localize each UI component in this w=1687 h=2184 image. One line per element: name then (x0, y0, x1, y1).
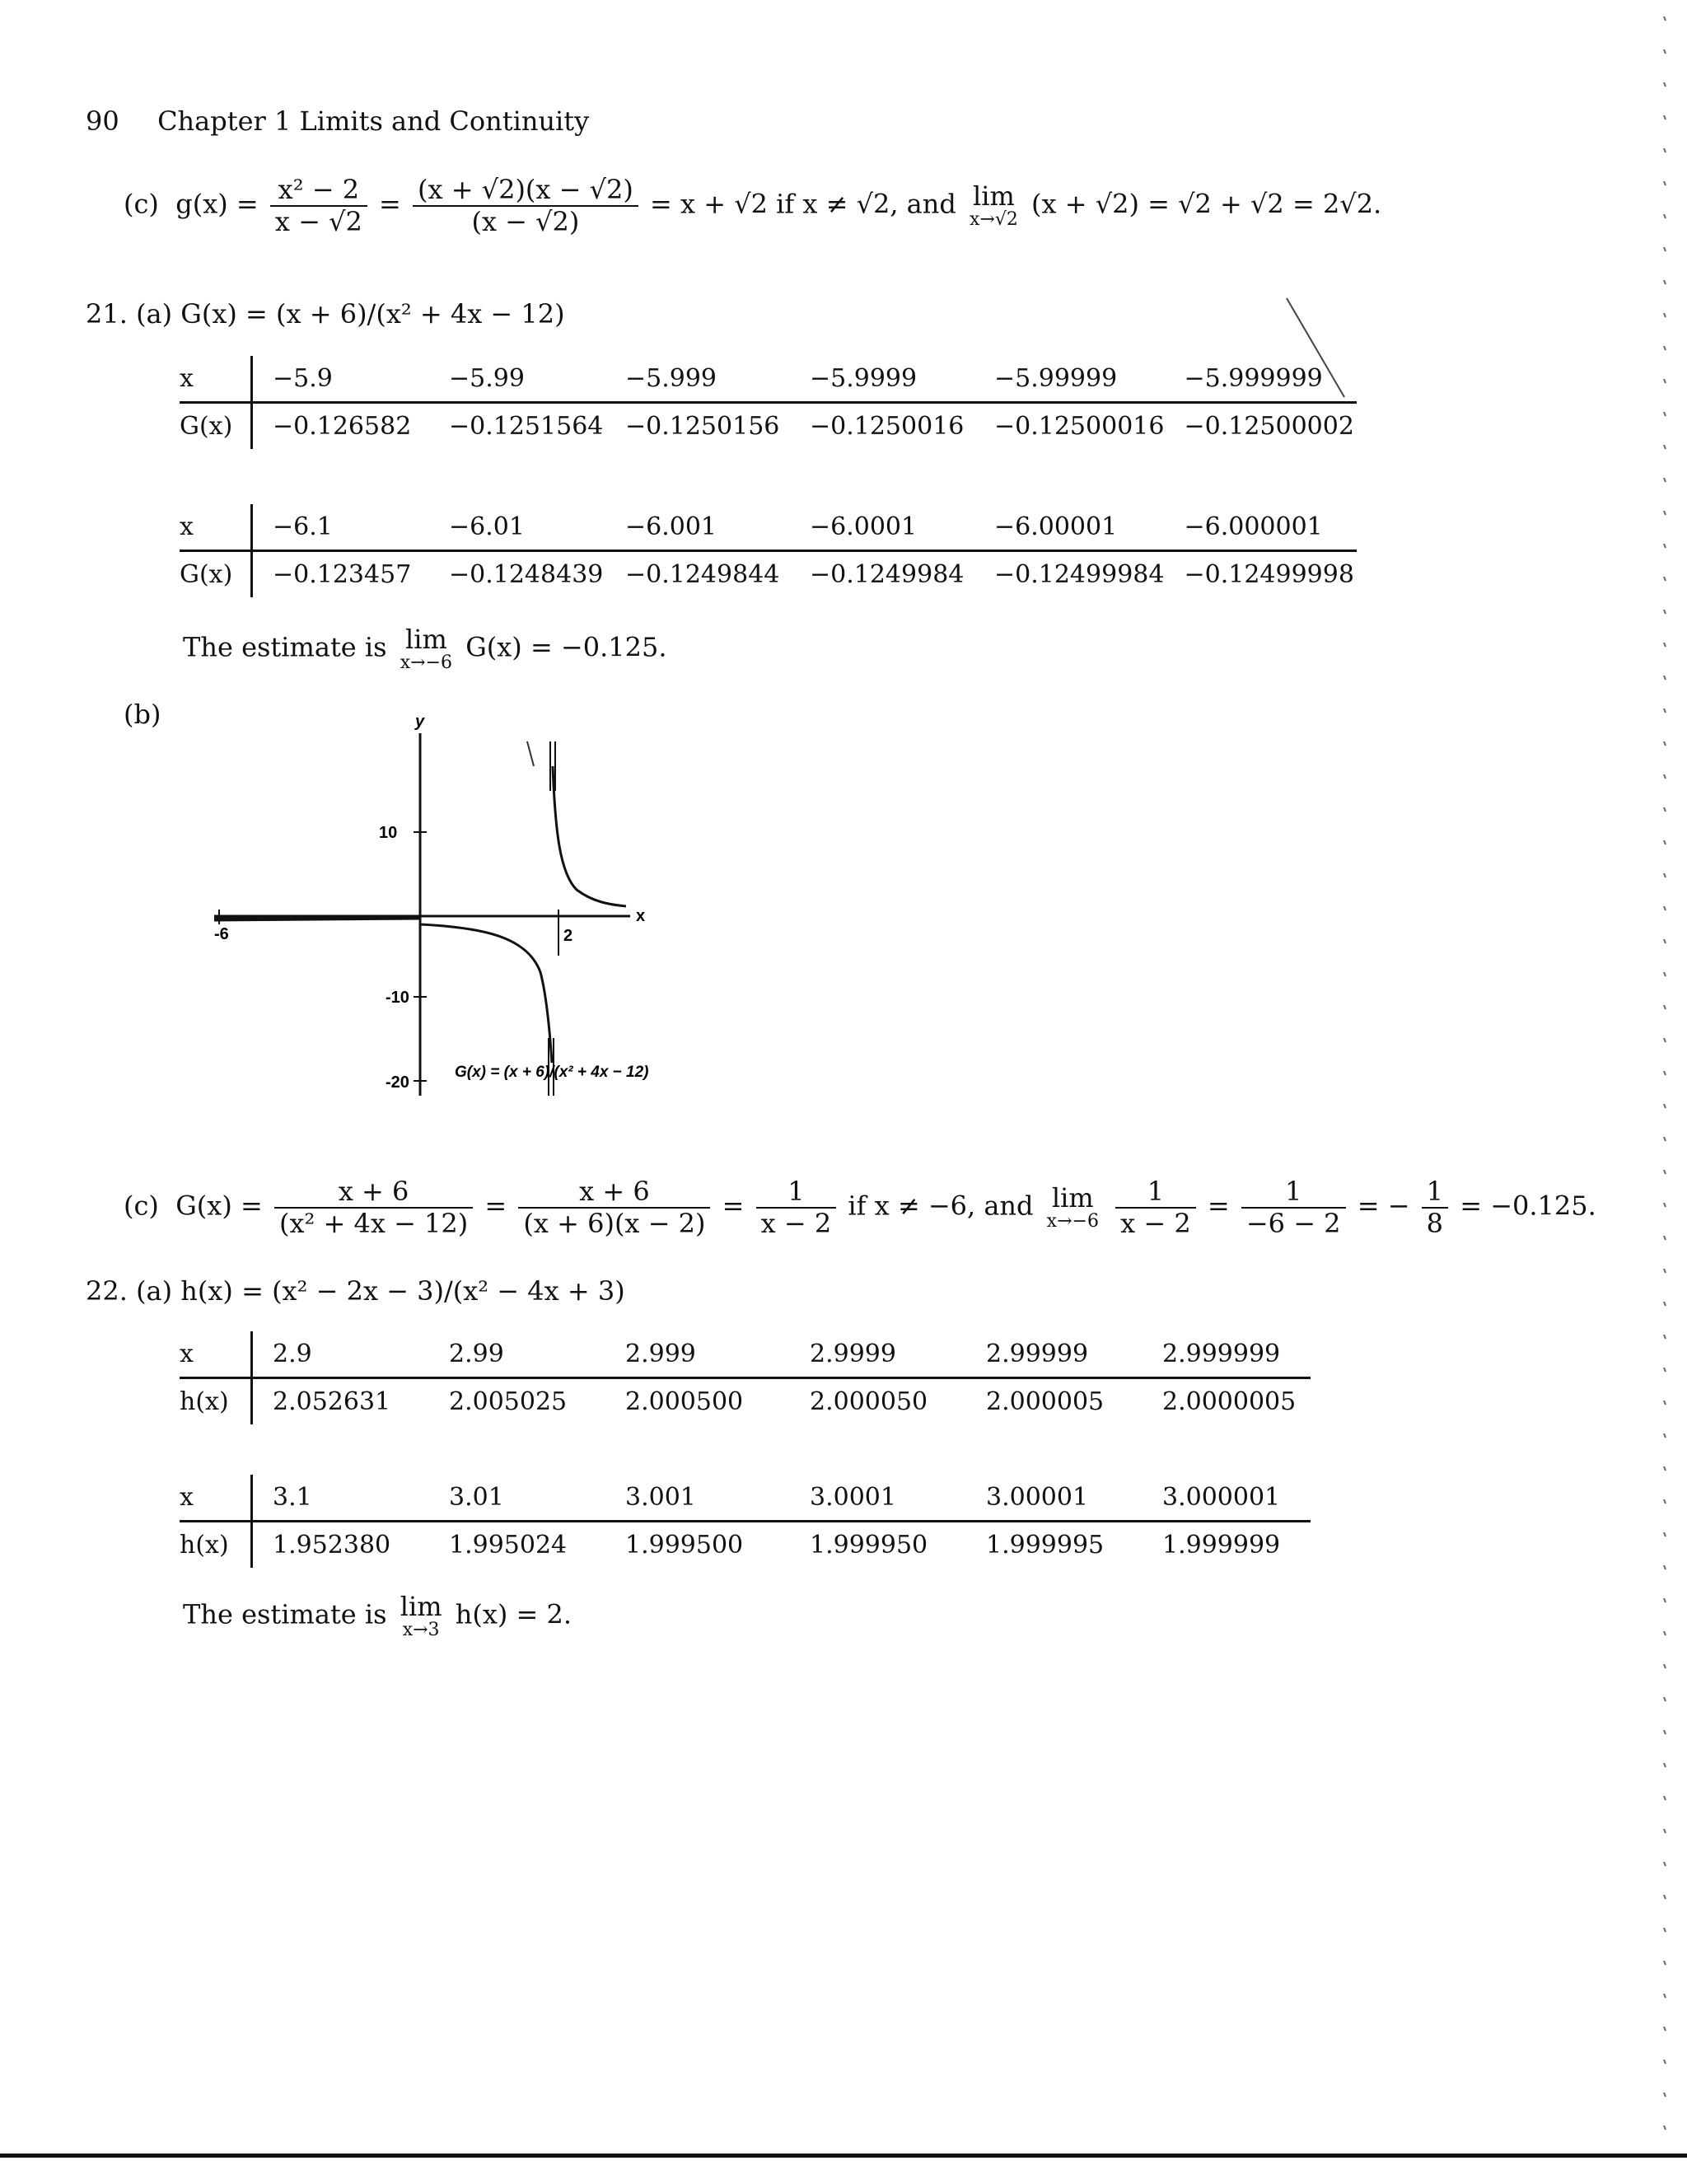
scan-speck (1664, 247, 1666, 251)
scan-speck (1664, 1466, 1666, 1471)
equation-lhs: g(x) = (175, 188, 259, 220)
scan-speck (1664, 1994, 1666, 1998)
table-row (180, 1522, 1311, 1569)
table-cell: −0.12499998 (1184, 560, 1354, 589)
table-row (180, 403, 1357, 450)
scan-speck (1664, 741, 1666, 746)
table-cell: −6.1 (252, 504, 430, 551)
scan-speck (1664, 1565, 1666, 1569)
table-cell: 1.999995 (986, 1531, 1105, 1560)
scan-speck (1664, 1071, 1666, 1075)
table-cell: 3.1 (252, 1475, 430, 1522)
scan-speck (1664, 1730, 1666, 1734)
tick-label-x-m6: -6 (214, 925, 229, 943)
tick-label-y-m20: -20 (386, 1073, 409, 1092)
table-cell: −6.00001 (974, 504, 1164, 551)
scan-speck (1664, 643, 1666, 647)
function-definition: h(x) = (x² − 2x − 3)/(x² − 4x + 3) (180, 1275, 625, 1307)
part-label-21b: (b) (124, 699, 161, 730)
scan-edge-marks (1656, 0, 1680, 2184)
scan-speck (1664, 1104, 1666, 1108)
problem-21c: (c) G(x) = $\frac{x + 6}{\text{(x² + 4x − 12)}}$ = $\frac{x + 6}{(x + 6)(x - 2)}$ = $\frac{1}{x - 2}$ if x ≠ −6, and lim x→−6 $\frac{1}{x - 2}$ = $\frac{1}{-6 - 2}$ = − $\frac{1}{8}$ = −0.125. (124, 1176, 1596, 1239)
scan-speck (1664, 774, 1666, 779)
fraction: $\frac{1}{x - 2}$ (1115, 1176, 1196, 1239)
problem-21a-heading (86, 298, 565, 330)
stray-mark (527, 741, 534, 766)
table-header: x (180, 1331, 252, 1378)
equation-text: (x + √2) = √2 + √2 = 2√2. (1031, 188, 1382, 220)
scan-speck (1664, 577, 1666, 581)
scan-speck (1664, 1895, 1666, 1899)
table-cell: 2.0000005 (1162, 1387, 1297, 1416)
tick-label-y-10: 10 (379, 824, 398, 842)
scan-speck (1664, 676, 1666, 680)
table-cell: −6.0001 (790, 504, 974, 551)
table-cell: 1.995024 (449, 1531, 568, 1560)
scan-speck (1664, 1368, 1666, 1372)
chapter-title: Chapter 1 Limits and Continuity (157, 105, 590, 137)
value-table-22a-1 (180, 1331, 1311, 1424)
table-cell: −5.9999 (790, 356, 974, 403)
table-cell: 2.005025 (449, 1387, 568, 1416)
scan-speck (1664, 346, 1666, 350)
table-cell: 2.99999 (966, 1331, 1143, 1378)
problem-number: 21. (86, 298, 128, 330)
table-cell: 2.9999 (790, 1331, 966, 1378)
tick-label-y-m10: -10 (386, 989, 409, 1007)
table-cell: −5.99 (429, 356, 605, 403)
scan-speck (1664, 1796, 1666, 1800)
limit-operator: lim x→−6 (1046, 1181, 1099, 1232)
table-cell: −0.12499984 (994, 560, 1165, 589)
scan-speck (1664, 313, 1666, 317)
page-header (86, 105, 589, 137)
function-label: G(x) = (x + 6)/(x² + 4x − 12) (455, 1064, 649, 1081)
table-cell: −0.1251564 (449, 412, 604, 441)
table-cell: 2.000005 (986, 1387, 1105, 1416)
scan-speck (1664, 544, 1666, 548)
scan-speck (1664, 1829, 1666, 1833)
scan-speck (1664, 1598, 1666, 1602)
scan-speck (1664, 2126, 1666, 2130)
table-header: G(x) (180, 403, 252, 450)
table-cell: −5.99999 (974, 356, 1164, 403)
table-cell: 1.999500 (625, 1531, 744, 1560)
fraction: $\frac{\text{x² − 2}}{x - √2}$ (270, 175, 367, 237)
scan-speck (1664, 2060, 1666, 2064)
table-cell: −0.1249844 (625, 560, 780, 589)
scan-speck (1664, 1203, 1666, 1207)
scan-speck (1664, 1335, 1666, 1339)
problem-20c: (c) g(x) = $\frac{\text{x² − 2}}{x - √2}$ = $\frac{(x + √2)(x - √2)}{(x - √2)}$ = x + √2 if x ≠ √2, and lim x→√2 (x + √2) = √2 + √2 = 2√2. (124, 174, 1382, 237)
scan-speck (1664, 1137, 1666, 1141)
table-header: G(x) (180, 551, 252, 598)
table-row (180, 356, 1357, 403)
value-table-21a-1 (180, 356, 1357, 449)
equation-text: = x + √2 if x ≠ √2, and (650, 188, 956, 220)
scan-speck (1664, 214, 1666, 218)
part-label: (a) (136, 1275, 173, 1307)
fraction: $\frac{1}{8}$ (1422, 1176, 1448, 1239)
table-cell: −0.1248439 (449, 560, 604, 589)
graph-21b (214, 709, 741, 1112)
part-label: (c) (124, 188, 159, 220)
scan-speck (1664, 1928, 1666, 1932)
table-cell: −6.000001 (1164, 504, 1357, 551)
table-row (180, 1378, 1311, 1425)
scan-speck (1664, 511, 1666, 515)
table-cell: 2.999 (605, 1331, 790, 1378)
scan-speck (1664, 1170, 1666, 1174)
table-header: h(x) (180, 1378, 252, 1425)
fraction: $\frac{(x + √2)(x - √2)}{(x - √2)}$ (413, 175, 638, 237)
scan-speck (1664, 412, 1666, 416)
table-cell: −5.9 (252, 356, 430, 403)
scan-speck (1664, 1862, 1666, 1866)
function-definition: G(x) = (x + 6)/(x² + 4x − 12) (180, 298, 565, 330)
estimate-22: The estimate is lim x→3 h(x) = 2. (183, 1591, 572, 1640)
table-cell: 2.999999 (1143, 1331, 1311, 1378)
table-header: h(x) (180, 1522, 252, 1569)
table-header: x (180, 1475, 252, 1522)
limit-operator: lim x→√2 (970, 180, 1018, 230)
tick-label-x-2: 2 (563, 927, 573, 945)
value-table-22a-2 (180, 1475, 1311, 1568)
scan-speck (1664, 873, 1666, 877)
scan-speck (1664, 1236, 1666, 1240)
scan-speck (1664, 807, 1666, 811)
table-cell: −0.12500016 (994, 412, 1165, 441)
scan-speck (1664, 1631, 1666, 1635)
problem-22a-heading (86, 1275, 625, 1307)
scan-speck (1664, 115, 1666, 119)
table-cell: −0.1250156 (625, 412, 780, 441)
scan-speck (1664, 49, 1666, 54)
scan-speck (1664, 16, 1666, 21)
table-cell: −6.01 (429, 504, 605, 551)
table-row (180, 504, 1357, 551)
fraction: $\frac{x + 6}{(x + 6)(x - 2)}$ (518, 1176, 710, 1239)
x-axis-label: x (636, 907, 646, 925)
scan-speck (1664, 379, 1666, 383)
value-table-21a-2 (180, 504, 1357, 597)
function-curve-right (553, 766, 626, 906)
table-cell: 3.001 (605, 1475, 790, 1522)
scan-speck (1664, 2027, 1666, 2031)
scan-speck (1664, 1005, 1666, 1009)
table-cell: 2.000500 (625, 1387, 744, 1416)
scan-speck (1664, 148, 1666, 152)
scan-speck (1664, 1302, 1666, 1306)
table-cell: −6.001 (605, 504, 790, 551)
scan-speck (1664, 939, 1666, 943)
scan-speck (1664, 1401, 1666, 1405)
scan-speck (1664, 181, 1666, 185)
table-header: x (180, 504, 252, 551)
page-number: 90 (86, 105, 119, 137)
function-curve-middle (420, 924, 552, 1063)
table-cell: −0.123457 (273, 560, 412, 589)
fraction: $\frac{1}{-6 - 2}$ (1241, 1176, 1346, 1239)
scan-speck (1664, 1532, 1666, 1536)
limit-operator: lim x→3 (400, 1591, 442, 1640)
part-label: (a) (136, 298, 173, 330)
scan-speck (1664, 445, 1666, 449)
scan-speck (1664, 1763, 1666, 1767)
scan-speck (1664, 280, 1666, 284)
scan-speck (1664, 2093, 1666, 2097)
table-cell: −5.999 (605, 356, 790, 403)
table-row (180, 1475, 1311, 1522)
scan-speck (1664, 1961, 1666, 1965)
table-cell: 2.000050 (810, 1387, 928, 1416)
scan-speck (1664, 1269, 1666, 1273)
limit-operator: lim x→−6 (400, 624, 453, 673)
table-cell: −5.999999 (1164, 356, 1357, 403)
scan-speck (1664, 840, 1666, 844)
table-cell: −0.1249984 (810, 560, 965, 589)
scan-speck (1664, 1499, 1666, 1504)
table-cell: 1.952380 (273, 1531, 391, 1560)
problem-number: 22. (86, 1275, 128, 1307)
table-cell: −0.126582 (273, 412, 412, 441)
table-cell: 3.01 (429, 1475, 605, 1522)
table-cell: 3.000001 (1143, 1475, 1311, 1522)
table-cell: −0.12500002 (1184, 412, 1354, 441)
function-curve-left (214, 918, 420, 919)
table-cell: 1.999999 (1162, 1531, 1281, 1560)
table-cell: 3.00001 (966, 1475, 1143, 1522)
scan-speck (1664, 478, 1666, 482)
estimate-21: The estimate is lim x→−6 G(x) = −0.125. (183, 624, 667, 673)
table-cell: 2.052631 (273, 1387, 391, 1416)
table-row (180, 1331, 1311, 1378)
scan-speck (1664, 82, 1666, 87)
fraction: $\frac{x + 6}{\text{(x² + 4x − 12)}}$ (274, 1176, 473, 1239)
scan-speck (1664, 1664, 1666, 1668)
scan-speck (1664, 709, 1666, 713)
table-cell: −0.1250016 (810, 412, 965, 441)
scan-speck (1664, 906, 1666, 910)
fraction: $\frac{1}{x - 2}$ (756, 1176, 837, 1239)
scan-speck (1664, 610, 1666, 614)
table-cell: 3.0001 (790, 1475, 966, 1522)
scan-speck (1664, 1433, 1666, 1438)
table-cell: 2.9 (252, 1331, 430, 1378)
y-axis-label: y (415, 713, 425, 731)
table-cell: 1.999950 (810, 1531, 928, 1560)
scan-speck (1664, 972, 1666, 976)
scan-speck (1664, 1038, 1666, 1042)
part-label: (c) (124, 1190, 159, 1222)
table-row (180, 551, 1357, 598)
bottom-rule (0, 2154, 1687, 2158)
scan-speck (1664, 1697, 1666, 1701)
table-cell: 2.99 (429, 1331, 605, 1378)
table-header: x (180, 356, 252, 403)
